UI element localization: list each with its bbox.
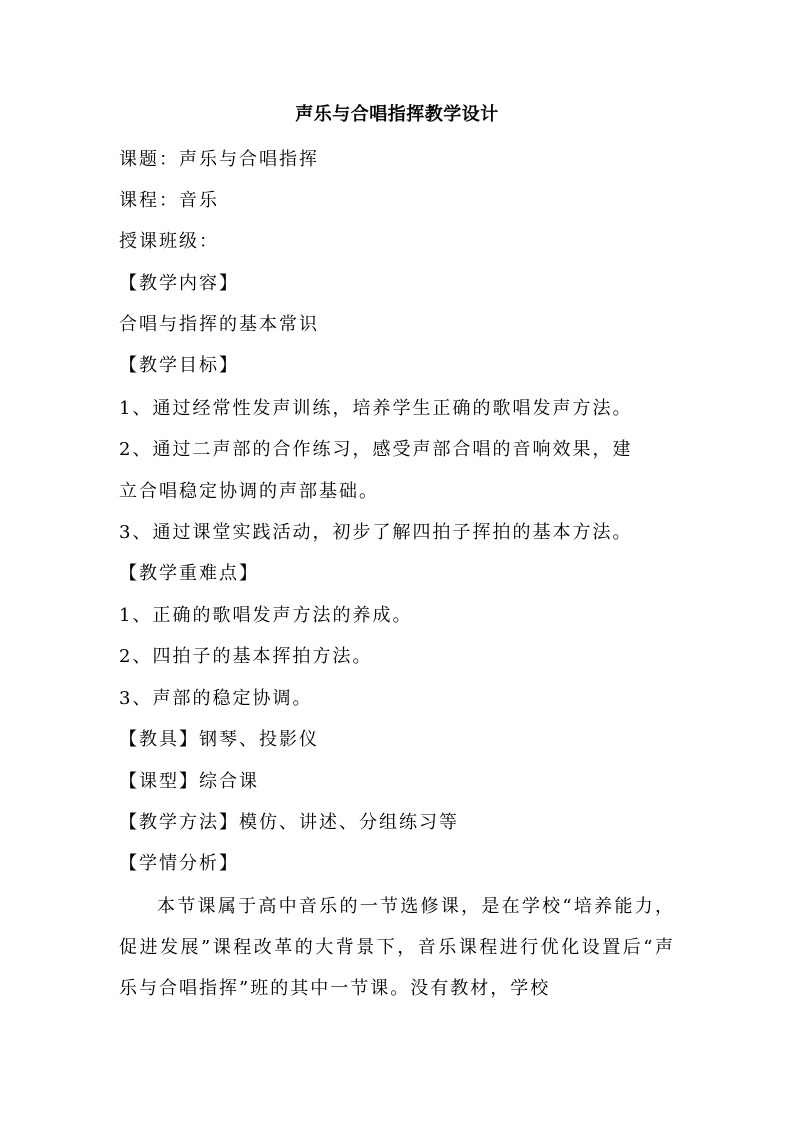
section-heading-content: 【教学内容】 xyxy=(119,273,239,294)
content-text: 合唱与指挥的基本常识 xyxy=(119,314,319,335)
objective-2: 2、通过二声部的合作练习，感受声部合唱的音响效果，建 xyxy=(119,439,633,460)
section-heading-analysis: 【学情分析】 xyxy=(119,853,239,874)
course-subject-line: 课程：音乐 xyxy=(119,190,219,211)
key-point-2: 2、四拍子的基本挥拍方法。 xyxy=(119,646,373,667)
teaching-tools-line: 【教具】钢琴、投影仪 xyxy=(119,729,319,750)
objective-1: 1、通过经常性发声训练，培养学生正确的歌唱发声方法。 xyxy=(119,398,633,419)
lesson-type-line: 【课型】综合课 xyxy=(119,771,259,792)
class-line: 授课班级： xyxy=(119,231,219,252)
objective-3: 3、通过课堂实践活动，初步了解四拍子挥拍的基本方法。 xyxy=(119,522,633,543)
analysis-paragraph: 本节课属于高中音乐的一节选修课，是在学校“培养能力，促进发展”课程改革的大背景下，音乐课程进行优化设置后“声乐与合唱指挥”班的其中一节课。没有教材，学校 xyxy=(119,896,675,999)
course-topic-line: 课题：声乐与合唱指挥 xyxy=(119,149,319,170)
objective-2-continued: 立合唱稳定协调的声部基础。 xyxy=(119,481,379,502)
section-heading-key-points: 【教学重难点】 xyxy=(119,563,259,584)
key-point-1: 1、正确的歌唱发声方法的养成。 xyxy=(119,605,413,626)
document-title: 声乐与合唱指挥教学设计 xyxy=(295,104,499,125)
teaching-methods-line: 【教学方法】模仿、讲述、分组练习等 xyxy=(119,812,459,833)
section-heading-objectives: 【教学目标】 xyxy=(119,355,239,376)
key-point-3: 3、声部的稳定协调。 xyxy=(119,688,313,709)
